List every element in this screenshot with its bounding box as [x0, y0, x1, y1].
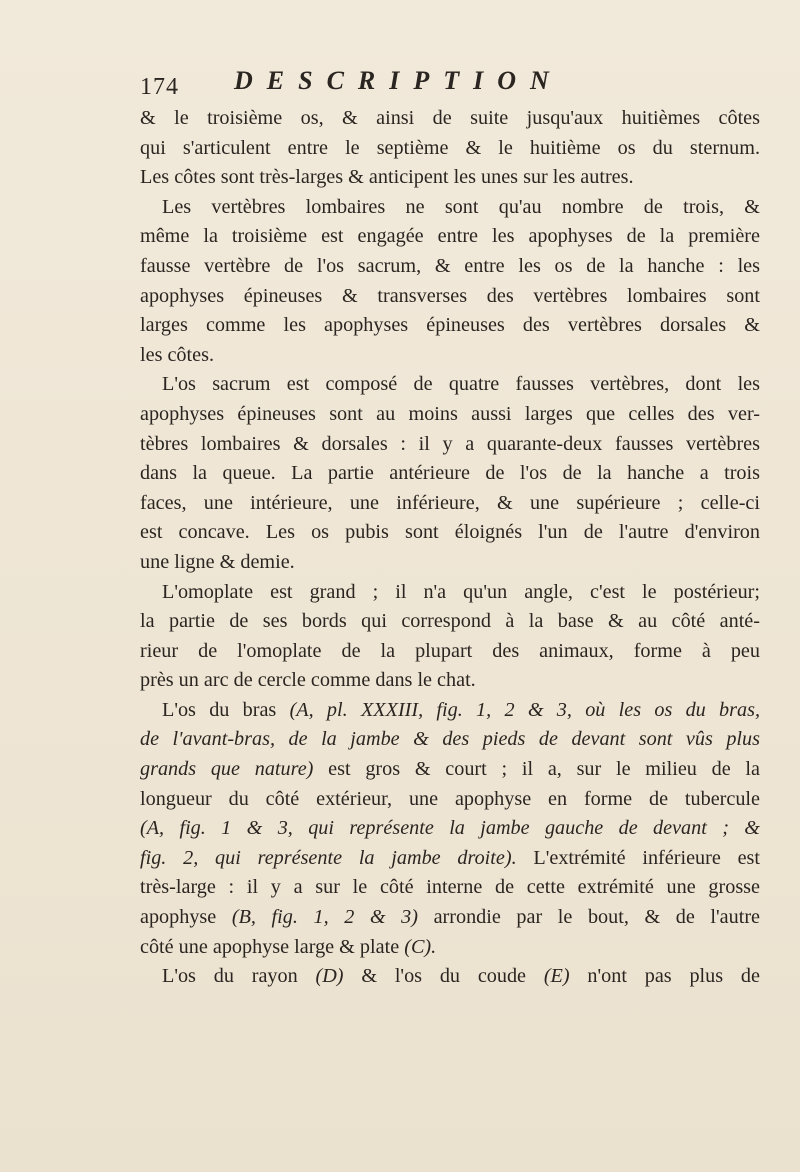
text-segment: la partie de ses bords qui correspond à la base & au côté anté- [140, 610, 760, 633]
text-line [140, 163, 760, 193]
text-segment: L'os sacrum est composé de quatre fausses vertèbres, dont les [162, 373, 760, 396]
text-segment: les côtes. [140, 343, 214, 366]
text-line [140, 755, 760, 785]
italic-text-segment: (B, fig. 1, 2 & 3) [231, 906, 418, 929]
text-line [140, 696, 760, 726]
italic-text-segment: grands que nature) [140, 758, 314, 781]
text-segment: même la troisième est engagée entre les apophyses de la première [140, 225, 760, 248]
text-line [140, 725, 760, 755]
text-line [140, 666, 760, 696]
text-segment: arrondie par le bout, & de l'autre [418, 906, 760, 929]
text-segment: & l'os du coude [343, 965, 544, 988]
italic-text-segment: fig. 2, qui représente la jambe droite). [140, 846, 517, 869]
text-segment: & le troisième os, & ainsi de suite jusqu'aux huitièmes côtes [140, 107, 760, 129]
text-line [140, 282, 760, 312]
text-segment: dans la queue. La partie antérieure de l'os de la hanche a trois [140, 462, 760, 485]
text-line [140, 844, 760, 874]
text-segment: côté une apophyse large & plate [140, 935, 405, 958]
italic-text-segment: (C). [404, 935, 437, 958]
text-line [140, 193, 760, 223]
page-number: 174 [140, 74, 179, 100]
text-line [140, 903, 760, 933]
text-line [140, 430, 760, 460]
text-line [140, 341, 760, 371]
text-line [140, 548, 760, 578]
italic-text-segment: (E) [543, 965, 570, 988]
text-segment: longueur du côté extérieur, une apophyse en forme de tubercule [140, 787, 760, 810]
text-line [140, 578, 760, 608]
body-text [140, 104, 760, 992]
text-segment: n'ont pas plus de [569, 965, 760, 988]
text-segment: apophyse [140, 906, 232, 929]
italic-text-segment: de l'avant-bras, de la jambe & des pieds de devant sont vûs plus [140, 728, 760, 751]
text-segment: apophyses épineuses sont au moins aussi larges que celles des ver- [140, 402, 760, 425]
text-segment: qui s'articulent entre le septième & le huitième os du sternum. [140, 136, 760, 159]
text-segment: fausse vertèbre de l'os sacrum, & entre les os de la hanche : les [140, 254, 760, 277]
text-segment: faces, une intérieure, une inférieure, & une supérieure ; celle-ci [140, 491, 760, 514]
text-segment: L'os du bras [162, 698, 290, 721]
page-header [140, 66, 740, 100]
text-line [140, 637, 760, 667]
text-line [140, 252, 760, 282]
text-segment: L'extrémité inférieure est [516, 846, 760, 869]
running-title: DESCRIPTION [234, 66, 563, 95]
text-segment: près un arc de cercle comme dans le chat. [140, 669, 476, 692]
text-line [140, 400, 760, 430]
italic-text-segment: (D) [315, 965, 344, 988]
text-segment: larges comme les apophyses épineuses des vertèbres dorsales & [140, 314, 760, 337]
text-line [140, 370, 760, 400]
text-segment: L'os du rayon [162, 965, 316, 988]
italic-text-segment: (A, fig. 1 & 3, qui représente la jambe gauche de devant ; & [140, 817, 760, 840]
text-line [140, 104, 760, 134]
text-segment: très-large : il y a sur le côté interne de cette extrémité une grosse [140, 876, 760, 899]
text-line [140, 814, 760, 844]
text-line [140, 873, 760, 903]
text-line [140, 785, 760, 815]
text-line [140, 311, 760, 341]
text-line [140, 134, 760, 164]
text-segment: L'omoplate est grand ; il n'a qu'un angle, c'est le postérieur; [162, 580, 760, 603]
text-line [140, 222, 760, 252]
text-line [140, 933, 760, 963]
text-line [140, 962, 760, 992]
text-segment: une ligne & demie. [140, 550, 295, 573]
text-segment: est concave. Les os pubis sont éloignés l'un de l'autre d'environ [140, 521, 760, 544]
text-segment: apophyses épineuses & transverses des vertèbres lombaires sont [140, 284, 760, 307]
text-line [140, 459, 760, 489]
text-line [140, 607, 760, 637]
text-segment: est gros & court ; il a, sur le milieu de la [313, 758, 760, 781]
italic-text-segment: (A, pl. XXXIII, fig. 1, 2 & 3, où les os du bras, [289, 698, 760, 721]
text-line [140, 518, 760, 548]
text-segment: Les côtes sont très-larges & anticipent les unes sur les autres. [140, 166, 634, 189]
text-segment: Les vertèbres lombaires ne sont qu'au nombre de trois, & [162, 195, 760, 218]
text-line [140, 489, 760, 519]
text-segment: rieur de l'omoplate de la plupart des animaux, forme à peu [140, 639, 760, 662]
text-segment: tèbres lombaires & dorsales : il y a quarante-deux fausses vertèbres [140, 432, 760, 455]
